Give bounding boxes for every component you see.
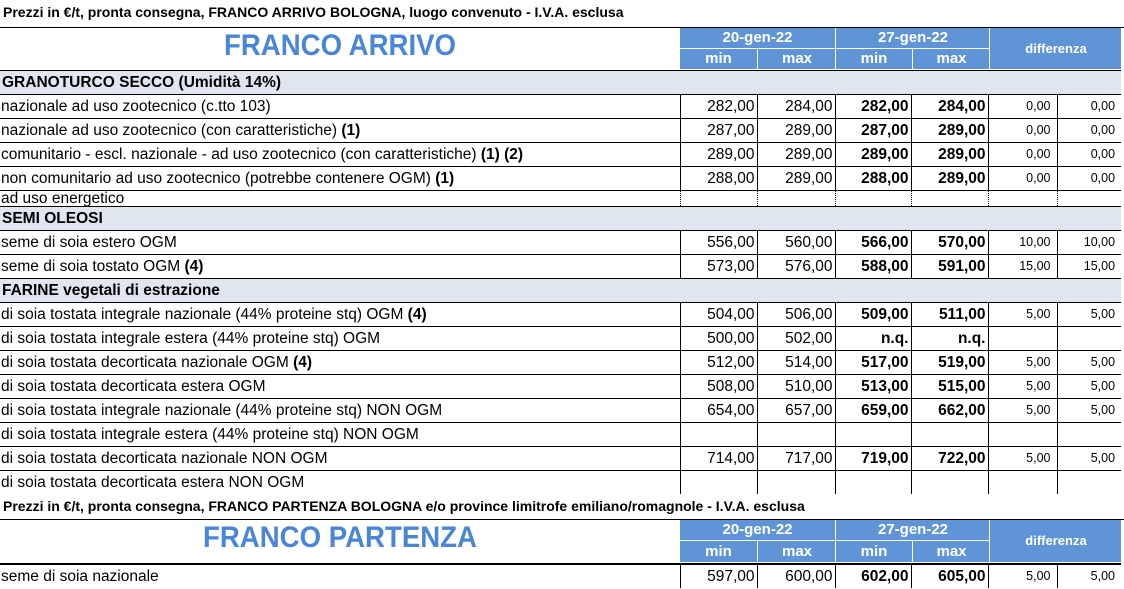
desc-text: nazionale ad uso zootecnico (con caratteristiche) bbox=[1, 122, 342, 139]
cell-min2: n.q. bbox=[835, 327, 911, 351]
desc-text: ad uso energetico bbox=[1, 190, 125, 207]
desc-text: di soia tostata integrale nazionale (44% proteine stq) OGM bbox=[1, 306, 408, 323]
cell-diff-max bbox=[1057, 191, 1121, 207]
section-header bbox=[0, 71, 1121, 95]
table-row bbox=[0, 423, 1121, 447]
cell-diff-min: 15,00 bbox=[988, 255, 1057, 279]
partenza-date2: 27-gen-22 bbox=[835, 520, 990, 541]
cell-min1 bbox=[680, 191, 757, 207]
cell-max1: 576,00 bbox=[757, 255, 835, 279]
cell-diff-min: 0,00 bbox=[988, 119, 1057, 143]
cell-max2: 591,00 bbox=[911, 255, 988, 279]
cell-max1: 560,00 bbox=[757, 231, 835, 255]
cell-diff-min bbox=[988, 423, 1057, 447]
row-desc bbox=[0, 167, 680, 191]
table-row bbox=[0, 231, 1121, 255]
row-desc bbox=[0, 447, 680, 471]
cell-min1: 654,00 bbox=[680, 399, 757, 423]
cell-max2: 289,00 bbox=[911, 143, 988, 167]
arrivo-date2: 27-gen-22 bbox=[835, 28, 990, 49]
cell-max2 bbox=[911, 423, 988, 447]
arrivo-date-header bbox=[680, 28, 1121, 69]
row-desc bbox=[0, 143, 680, 167]
desc-text: di soia tostata decorticata nazionale NON OGM bbox=[1, 450, 328, 467]
cell-max1: 289,00 bbox=[757, 119, 835, 143]
partenza-max2: max bbox=[912, 541, 990, 562]
row-desc bbox=[0, 255, 680, 279]
arrivo-min2: min bbox=[835, 49, 912, 69]
partenza-max1: max bbox=[757, 541, 836, 562]
table-row bbox=[0, 351, 1121, 375]
cell-diff-max: 0,00 bbox=[1057, 167, 1121, 191]
row-desc bbox=[0, 471, 680, 495]
desc-text: di soia tostata integrale nazionale (44% proteine stq) NON OGM bbox=[1, 402, 443, 419]
cell-max2: 289,00 bbox=[911, 119, 988, 143]
cell-max1: 510,00 bbox=[757, 375, 835, 399]
desc-text: di soia tostata decorticata estera OGM bbox=[1, 378, 266, 395]
cell-max1: 289,00 bbox=[757, 143, 835, 167]
row-desc bbox=[0, 399, 680, 423]
table-row bbox=[0, 471, 1121, 495]
table-row bbox=[0, 303, 1121, 327]
cell-max2 bbox=[911, 191, 988, 207]
cell-max2: 570,00 bbox=[911, 231, 988, 255]
cell-min1 bbox=[680, 423, 757, 447]
cell-min2: 588,00 bbox=[835, 255, 911, 279]
cell-diff-min: 0,00 bbox=[988, 143, 1057, 167]
table-row bbox=[0, 327, 1121, 351]
cell-min2 bbox=[835, 423, 911, 447]
cell-diff-max bbox=[1057, 327, 1121, 351]
cell-min2: 288,00 bbox=[835, 167, 911, 191]
cell-max2: n.q. bbox=[911, 327, 988, 351]
cell-max2: 511,00 bbox=[911, 303, 988, 327]
row-desc bbox=[0, 327, 680, 351]
cell-max2: 515,00 bbox=[911, 375, 988, 399]
cell-min2: 287,00 bbox=[835, 119, 911, 143]
cell-min2: 513,00 bbox=[835, 375, 911, 399]
cell-min1: 714,00 bbox=[680, 447, 757, 471]
cell-diff-min bbox=[988, 471, 1057, 495]
cell-min1: 500,00 bbox=[680, 327, 757, 351]
cell-max1: 717,00 bbox=[757, 447, 835, 471]
desc-note: (1) bbox=[435, 170, 455, 187]
cell-max2 bbox=[911, 471, 988, 495]
cell-diff-max: 0,00 bbox=[1057, 143, 1121, 167]
cell-max1: 289,00 bbox=[757, 167, 835, 191]
cell-diff-max: 15,00 bbox=[1057, 255, 1121, 279]
cell-min1 bbox=[680, 471, 757, 495]
cell-diff-max: 0,00 bbox=[1057, 95, 1121, 119]
cell-min1: 597,00 bbox=[680, 564, 757, 588]
cell-min1: 504,00 bbox=[680, 303, 757, 327]
cell-max1: 657,00 bbox=[757, 399, 835, 423]
cell-diff-min: 0,00 bbox=[988, 167, 1057, 191]
partenza-min1: min bbox=[705, 543, 732, 560]
cell-diff-min: 5,00 bbox=[988, 447, 1057, 471]
desc-text: di soia tostata integrale estera (44% proteine stq) NON OGM bbox=[1, 426, 419, 443]
desc-text: seme di soia nazionale bbox=[1, 568, 159, 585]
cell-diff-min: 0,00 bbox=[988, 95, 1057, 119]
table-row bbox=[0, 95, 1121, 119]
cell-min1: 556,00 bbox=[680, 231, 757, 255]
cell-diff-min: 10,00 bbox=[988, 231, 1057, 255]
table-row bbox=[0, 119, 1121, 143]
cell-max2: 605,00 bbox=[911, 564, 988, 588]
cell-min1: 573,00 bbox=[680, 255, 757, 279]
row-desc bbox=[0, 423, 680, 447]
cell-max2: 662,00 bbox=[911, 399, 988, 423]
cell-min2 bbox=[835, 191, 911, 207]
cell-min2: 566,00 bbox=[835, 231, 911, 255]
row-desc bbox=[0, 303, 680, 327]
arrivo-price-note: Prezzi in €/t, pronta consegna, FRANCO ARRIVO BOLOGNA, luogo convenuto - I.V.A. esclusa bbox=[3, 4, 624, 20]
table-row bbox=[0, 447, 1121, 471]
section-title: FARINE vegetali di estrazione bbox=[0, 279, 1121, 303]
desc-note: (4) bbox=[293, 354, 313, 371]
cell-min1: 508,00 bbox=[680, 375, 757, 399]
cell-diff-max: 5,00 bbox=[1057, 564, 1121, 588]
partenza-date1: 20-gen-22 bbox=[680, 520, 835, 541]
row-desc bbox=[0, 351, 680, 375]
cell-max2: 722,00 bbox=[911, 447, 988, 471]
cell-diff-max: 5,00 bbox=[1057, 351, 1121, 375]
row-desc bbox=[0, 231, 680, 255]
table-row bbox=[0, 143, 1121, 167]
cell-diff-min: 5,00 bbox=[988, 303, 1057, 327]
desc-note: (4) bbox=[184, 258, 204, 275]
cell-diff-max: 10,00 bbox=[1057, 231, 1121, 255]
cell-min1: 289,00 bbox=[680, 143, 757, 167]
row-desc bbox=[0, 119, 680, 143]
partenza-diff-label: differenza bbox=[989, 520, 1122, 562]
cell-max2: 289,00 bbox=[911, 167, 988, 191]
cell-min2: 602,00 bbox=[835, 564, 911, 588]
cell-min1: 282,00 bbox=[680, 95, 757, 119]
row-desc bbox=[0, 375, 680, 399]
desc-text: comunitario - escl. nazionale - ad uso zootecnico (con caratteristiche) bbox=[1, 146, 481, 163]
section-title: GRANOTURCO SECCO (Umidità 14%) bbox=[0, 71, 1121, 95]
cell-max1 bbox=[757, 191, 835, 207]
cell-max1 bbox=[757, 471, 835, 495]
arrivo-max1: max bbox=[757, 49, 836, 69]
cell-max1: 514,00 bbox=[757, 351, 835, 375]
row-desc bbox=[0, 564, 680, 588]
partenza-table bbox=[0, 563, 1121, 588]
partenza-big-title: FRANCO PARTENZA bbox=[203, 521, 477, 554]
section-header bbox=[0, 279, 1121, 303]
cell-min2: 517,00 bbox=[835, 351, 911, 375]
table-row bbox=[0, 564, 1121, 588]
cell-diff-min: 5,00 bbox=[988, 399, 1057, 423]
cell-min1: 288,00 bbox=[680, 167, 757, 191]
cell-diff-max: 5,00 bbox=[1057, 447, 1121, 471]
cell-diff-min: 5,00 bbox=[988, 564, 1057, 588]
partenza-price-note: Prezzi in €/t, pronta consegna, FRANCO PARTENZA BOLOGNA e/o province limitrofe emiliano/romagnole - I.V.A. esclusa bbox=[3, 498, 805, 514]
desc-text: nazionale ad uso zootecnico (c.tto 103) bbox=[1, 98, 271, 115]
table-row bbox=[0, 191, 1121, 207]
section-header bbox=[0, 207, 1121, 231]
desc-text: di soia tostata decorticata estera NON OGM bbox=[1, 474, 305, 491]
partenza-date-header bbox=[680, 520, 1121, 562]
cell-max1: 502,00 bbox=[757, 327, 835, 351]
arrivo-max2: max bbox=[912, 49, 990, 69]
desc-note: (4) bbox=[407, 306, 427, 323]
cell-min2: 289,00 bbox=[835, 143, 911, 167]
arrivo-header bbox=[0, 27, 1124, 72]
cell-diff-max bbox=[1057, 423, 1121, 447]
arrivo-table bbox=[0, 70, 1121, 494]
cell-max2: 519,00 bbox=[911, 351, 988, 375]
cell-diff-min bbox=[988, 327, 1057, 351]
arrivo-min1: min bbox=[705, 50, 732, 67]
cell-diff-max: 5,00 bbox=[1057, 375, 1121, 399]
desc-text: di soia tostata decorticata nazionale OGM bbox=[1, 354, 294, 371]
table-row bbox=[0, 167, 1121, 191]
cell-min2: 509,00 bbox=[835, 303, 911, 327]
cell-diff-max: 0,00 bbox=[1057, 119, 1121, 143]
cell-min2 bbox=[835, 471, 911, 495]
desc-note: (1) bbox=[341, 122, 361, 139]
cell-max1: 284,00 bbox=[757, 95, 835, 119]
cell-max2: 284,00 bbox=[911, 95, 988, 119]
cell-min2: 719,00 bbox=[835, 447, 911, 471]
desc-text: non comunitario ad uso zootecnico (potrebbe contenere OGM) bbox=[1, 170, 436, 187]
desc-text: seme di soia estero OGM bbox=[1, 234, 177, 251]
table-row bbox=[0, 375, 1121, 399]
cell-max1: 506,00 bbox=[757, 303, 835, 327]
cell-min1: 512,00 bbox=[680, 351, 757, 375]
cell-diff-min bbox=[988, 191, 1057, 207]
arrivo-big-title: FRANCO ARRIVO bbox=[223, 29, 457, 62]
partenza-min2: min bbox=[835, 541, 912, 562]
cell-min1: 287,00 bbox=[680, 119, 757, 143]
row-desc bbox=[0, 95, 680, 119]
arrivo-diff-label: differenza bbox=[989, 28, 1122, 69]
desc-text: seme di soia tostato OGM bbox=[1, 258, 185, 275]
cell-min2: 659,00 bbox=[835, 399, 911, 423]
desc-note: (1) (2) bbox=[480, 146, 524, 163]
cell-diff-max: 5,00 bbox=[1057, 303, 1121, 327]
desc-text: di soia tostata integrale estera (44% proteine stq) OGM bbox=[1, 330, 381, 347]
arrivo-date1: 20-gen-22 bbox=[680, 28, 835, 49]
table-row bbox=[0, 255, 1121, 279]
section-title: SEMI OLEOSI bbox=[0, 207, 1121, 231]
cell-diff-min: 5,00 bbox=[988, 351, 1057, 375]
partenza-header bbox=[0, 519, 1124, 564]
cell-max1 bbox=[757, 423, 835, 447]
cell-min2: 282,00 bbox=[835, 95, 911, 119]
cell-diff-max: 5,00 bbox=[1057, 399, 1121, 423]
table-row bbox=[0, 399, 1121, 423]
cell-max1: 600,00 bbox=[757, 564, 835, 588]
cell-diff-max bbox=[1057, 471, 1121, 495]
row-desc bbox=[0, 191, 680, 207]
cell-diff-min: 5,00 bbox=[988, 375, 1057, 399]
